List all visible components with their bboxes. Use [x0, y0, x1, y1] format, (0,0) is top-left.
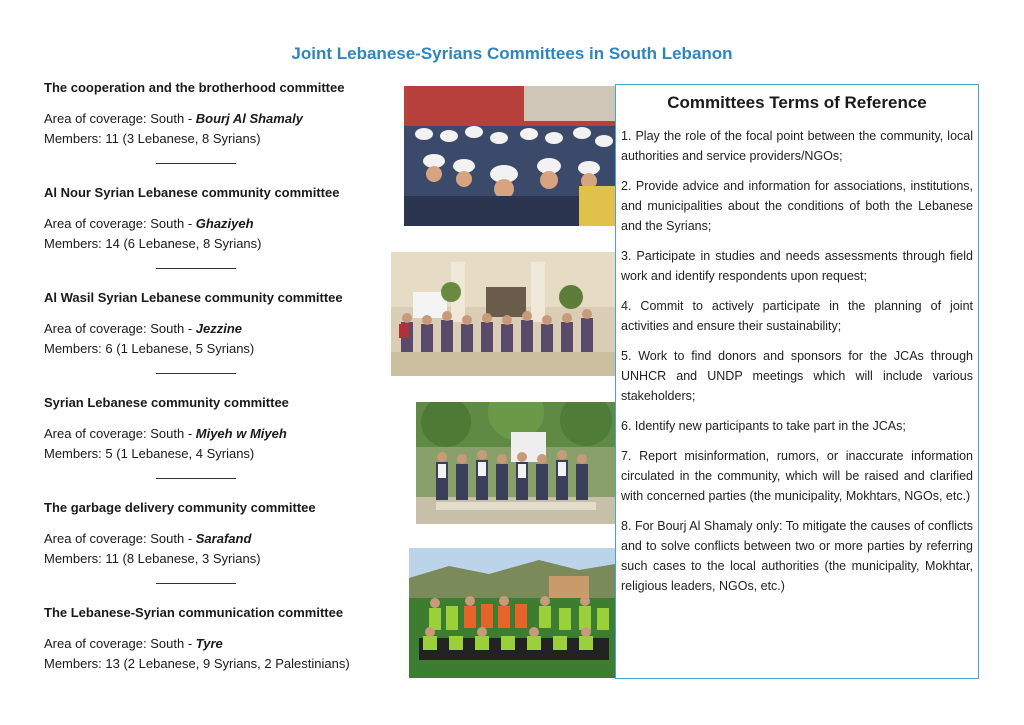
committee-entry — [44, 394, 404, 499]
committee-entry — [44, 184, 404, 289]
terms-of-reference-box — [615, 84, 979, 679]
committee-entry — [44, 604, 404, 709]
terms-item: 5. Work to find donors and sponsors for the JCAs through UNHCR and UNDP meetings which will include various stakeholders; — [621, 349, 973, 403]
committee-location: Miyeh w Miyeh — [195, 426, 287, 441]
committee-area: Area of coverage: South - Miyeh w Miyeh — [44, 426, 287, 441]
divider — [156, 373, 236, 374]
terms-item: 8. For Bourj Al Shamaly only: To mitigate the causes of conflicts and to solve conflicts between two or more parties by referring such cases to the local authorities (the municipality, Mokhtar, religious leaders, NGOs, etc.) — [621, 519, 973, 593]
committee-members: Members: 5 (1 Lebanese, 4 Syrians) — [44, 446, 255, 461]
terms-item: 4. Commit to actively participate in the planning of joint activities and ensure their sustainability; — [621, 299, 973, 333]
committee-name: Al Nour Syrian Lebanese community committee — [44, 185, 340, 200]
terms-item: 6. Identify new participants to take part in the JCAs; — [621, 419, 906, 433]
committee-area: Area of coverage: South - Jezzine — [44, 321, 243, 336]
committee-members: Members: 11 (3 Lebanese, 8 Syrians) — [44, 131, 261, 146]
photo-children-crowd — [404, 86, 615, 226]
committee-name: Al Wasil Syrian Lebanese community committee — [44, 290, 343, 305]
terms-item: 3. Participate in studies and needs assessments through field work and identify respondents upon request; — [621, 249, 973, 283]
committee-list — [44, 79, 404, 709]
divider — [156, 583, 236, 584]
terms-item: 2. Provide advice and information for associations, institutions, and municipalities about the conditions of both the Lebanese and the Syrians; — [621, 179, 973, 233]
photo-group-meeting — [391, 252, 615, 376]
committee-area: Area of coverage: South - Bourj Al Shamaly — [44, 111, 303, 126]
committee-area: Area of coverage: South - Ghaziyeh — [44, 216, 254, 231]
divider — [156, 268, 236, 269]
committee-location: Bourj Al Shamaly — [195, 111, 303, 126]
page-title: Joint Lebanese-Syrians Committees in South Lebanon — [291, 44, 733, 63]
committee-location: Jezzine — [195, 321, 243, 336]
terms-list — [621, 126, 973, 596]
terms-title: Committees Terms of Reference — [667, 93, 927, 112]
committee-area: Area of coverage: South - Sarafand — [44, 531, 252, 546]
committee-location: Sarafand — [195, 531, 252, 546]
divider — [156, 163, 236, 164]
terms-item: 1. Play the role of the focal point between the community, local authorities and service providers/NGOs; — [621, 129, 973, 163]
committee-name: Syrian Lebanese community committee — [44, 395, 289, 410]
committee-members: Members: 13 (2 Lebanese, 9 Syrians, 2 Palestinians) — [44, 656, 350, 671]
committee-name: The Lebanese-Syrian communication committee — [44, 605, 344, 620]
committee-name: The garbage delivery community committee — [44, 500, 316, 515]
committee-name: The cooperation and the brotherhood committee — [44, 80, 345, 95]
committee-members: Members: 14 (6 Lebanese, 8 Syrians) — [44, 236, 262, 251]
committee-members: Members: 6 (1 Lebanese, 5 Syrians) — [44, 341, 255, 356]
committee-entry — [44, 79, 404, 184]
terms-item: 7. Report misinformation, rumors, or inaccurate information circulated in the community, which will be raised and clarified with concerned parties (the municipality, Mokhtars, NGOs, etc.) — [621, 449, 973, 503]
committee-location: Tyre — [195, 636, 223, 651]
photo-outdoor-group — [416, 402, 615, 524]
photo-football-team — [409, 548, 615, 678]
committee-area: Area of coverage: South - Tyre — [44, 636, 223, 651]
committee-entry — [44, 289, 404, 394]
committee-location: Ghaziyeh — [195, 216, 254, 231]
committee-entry — [44, 499, 404, 604]
divider — [156, 478, 236, 479]
committee-members: Members: 11 (8 Lebanese, 3 Syrians) — [44, 551, 261, 566]
